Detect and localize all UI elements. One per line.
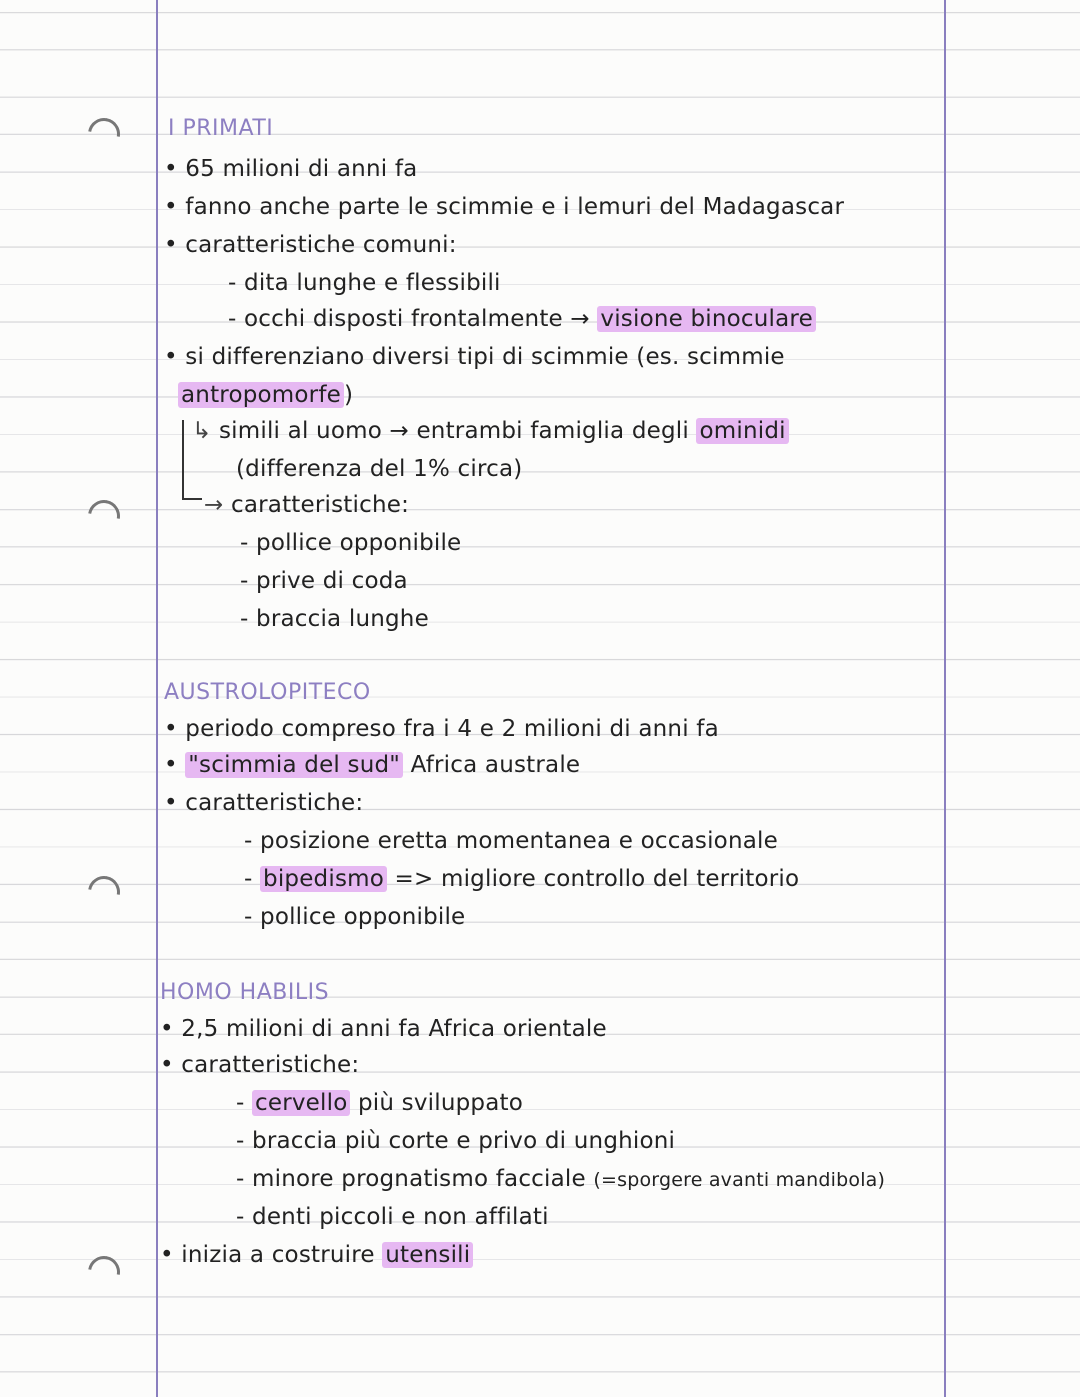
highlighted-term: visione binoculare xyxy=(597,306,816,332)
note-line: - posizione eretta momentanea e occasionale xyxy=(244,828,778,854)
note-line: - bipedismo => migliore controllo del territorio xyxy=(244,866,800,892)
note-line: • periodo compreso fra i 4 e 2 milioni di anni fa xyxy=(164,716,719,742)
note-line: - occhi disposti frontalmente → visione binoculare xyxy=(228,306,816,332)
highlighted-term: utensili xyxy=(382,1242,473,1268)
note-line: • caratteristiche comuni: xyxy=(164,232,457,258)
note-line: • inizia a costruire utensili xyxy=(160,1242,473,1268)
note-line: • si differenziano diversi tipi di scimmie (es. scimmie xyxy=(164,344,785,370)
note-line: • caratteristiche: xyxy=(164,790,364,816)
note-line: - minore prognatismo facciale (=sporgere avanti mandibola) xyxy=(236,1166,886,1192)
section-title: AUSTROLOPITECO xyxy=(164,680,371,705)
highlighted-term: cervello xyxy=(252,1090,350,1116)
note-line: - prive di coda xyxy=(240,568,408,594)
note-line: - denti piccoli e non affilati xyxy=(236,1204,549,1230)
note-line: • 2,5 milioni di anni fa Africa orientale xyxy=(160,1016,607,1042)
note-line: • "scimmia del sud" Africa australe xyxy=(164,752,581,778)
note-line: • caratteristiche: xyxy=(160,1052,360,1078)
note-line: ↳ simili al uomo → entrambi famiglia degli ominidi xyxy=(192,418,789,444)
note-line: - cervello più sviluppato xyxy=(236,1090,524,1116)
highlighted-term: bipedismo xyxy=(260,866,387,892)
note-line: - pollice opponibile xyxy=(240,530,462,556)
highlighted-term: ominidi xyxy=(696,418,788,444)
note-line: - braccia lunghe xyxy=(240,606,429,632)
note-line: (differenza del 1% circa) xyxy=(236,456,523,482)
note-line: - dita lunghe e flessibili xyxy=(228,270,501,296)
note-line: • 65 milioni di anni fa xyxy=(164,156,418,182)
note-line: → caratteristiche: xyxy=(204,492,410,518)
section-title: I PRIMATI xyxy=(168,116,274,141)
side-note: (=sporgere avanti mandibola) xyxy=(593,1169,886,1191)
note-line: antropomorfe ) xyxy=(178,382,353,408)
note-line: - braccia più corte e privo di unghioni xyxy=(236,1128,676,1154)
highlighted-term: "scimmia del sud" xyxy=(185,752,403,778)
note-line: - pollice opponibile xyxy=(244,904,466,930)
highlighted-term: antropomorfe xyxy=(178,382,344,408)
note-line: • fanno anche parte le scimmie e i lemuri del Madagascar xyxy=(164,194,845,220)
section-title: HOMO HABILIS xyxy=(160,980,330,1005)
